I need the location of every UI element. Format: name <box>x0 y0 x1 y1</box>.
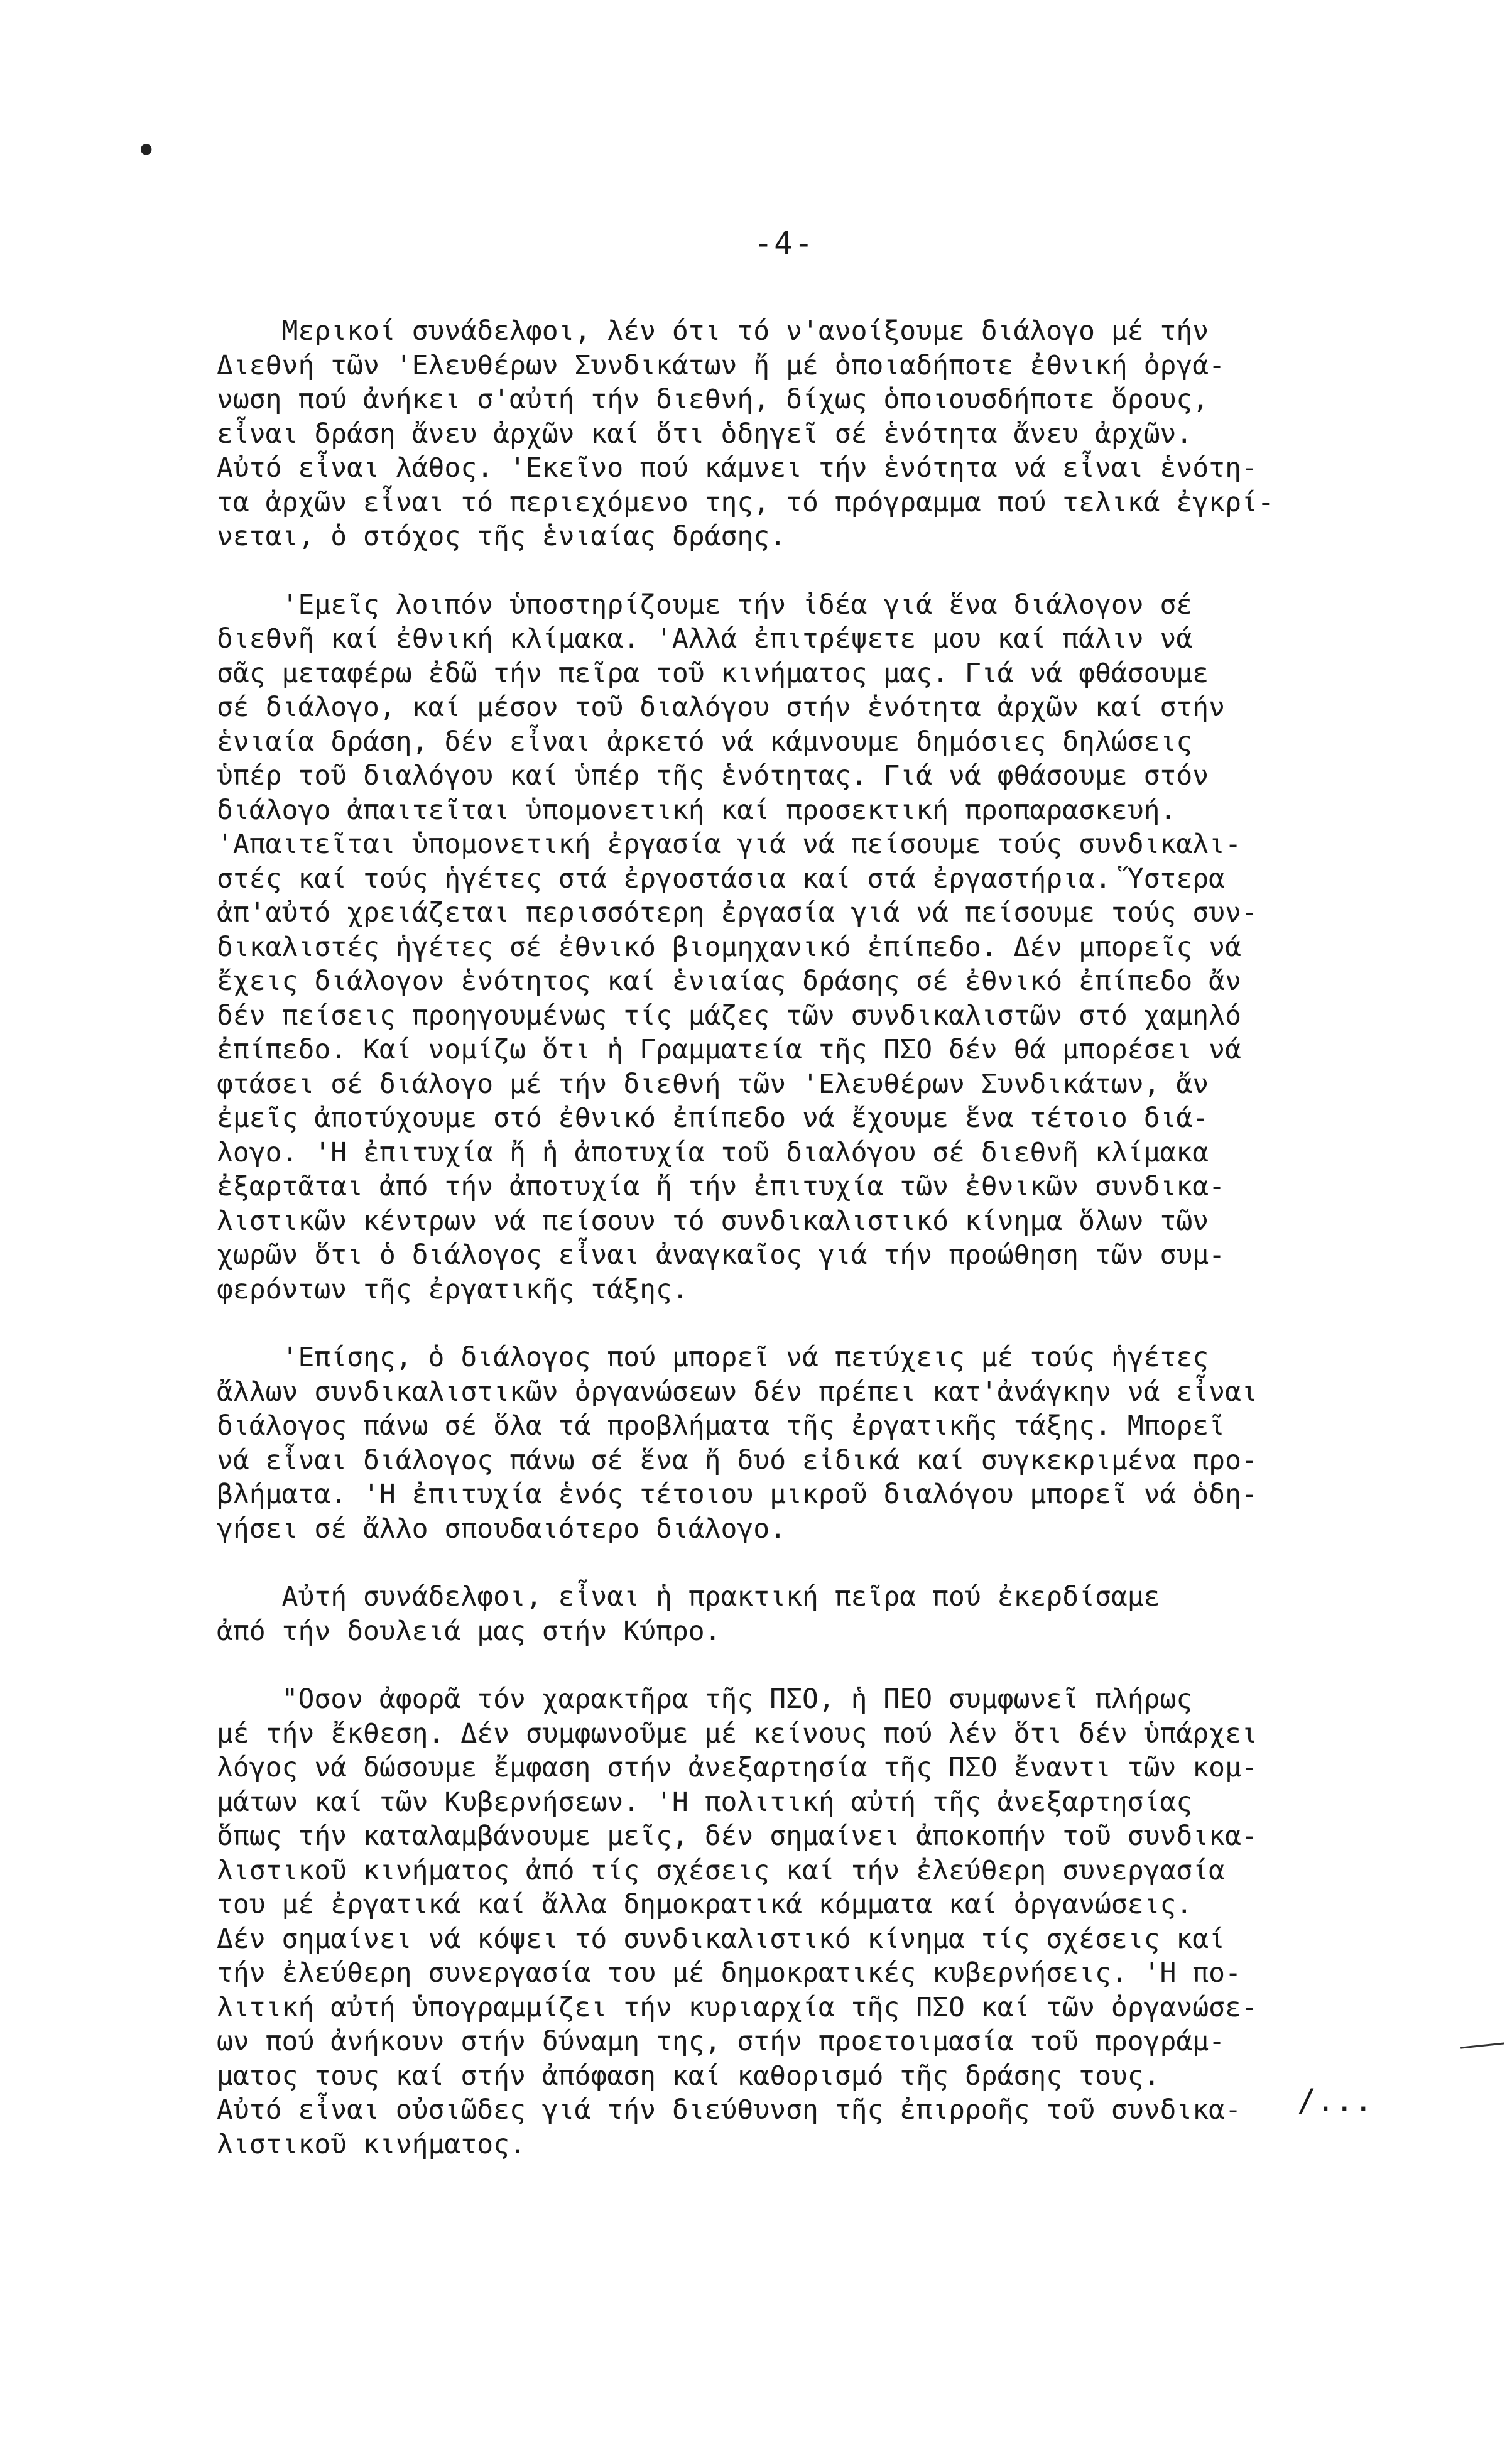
paragraph-national-international-dialogue: 'Εμεῖς λοιπόν ὑποστηρίζουμε τήν ἰδέα γιά ἕνα διάλογον σέ διεθνῆ καί ἐθνική κλίμακα. 'Αλλά ἐπιτρέψετε μου καί πάλιν νά σᾶς μεταφέρω ἐδῶ τήν πεῖρα τοῦ κινήματος μας. Γιά νά φθάσουμε σέ διάλογο, καί μέσον τοῦ διαλόγου στήν ἑνότητα ἀρχῶν καί στήν ἑνιαία δράση, δέν εἶναι ἀρκετό νά κάμνουμε δημόσιες δηλώσεις ὑπέρ τοῦ διαλόγου καί ὑπέρ τῆς ἑνότητας. Γιά νά φθάσουμε στόν διάλογο ἀπαιτεῖται ὑπομονετική καί προσεκτική προπαρασκευή. 'Απαιτεῖται ὑπομονετική ἐργασία γιά νά πείσουμε τούς συνδικαλι- στές καί τούς ἡγέτες στά ἐργοστάσια καί στά ἐργαστήρια. Ὕστερα ἀπ'αὐτό χρειάζεται περισσότερη ἐργασία γιά νά πείσουμε τούς συν- δικαλιστές ἡγέτες σέ ἐθνικό βιομηχανικό ἐπίπεδο. Δέν μπορεῖς νά ἔχεις διάλογον ἑνότητος καί ἑνιαίας δράσης σέ ἐθνικό ἐπίπεδο ἄν δέν πείσεις προηγουμένως τίς μάζες τῶν συνδικαλιστῶν στό χαμηλό ἐπίπεδο. Καί νομίζω ὅτι ἡ Γραμματεία τῆς ΠΣΟ δέν θά μπορέσει νά φτάσει σέ διάλογο μέ τήν διεθνή τῶν 'Ελευθέρων Συνδικάτων, ἄν ἐμεῖς ἀποτύχουμε στό ἐθνικό ἐπίπεδο νά ἔχουμε ἕνα τέτοιο διά- λογο. 'Η ἐπιτυχία ἤ ἡ ἀποτυχία τοῦ διαλόγου σέ διεθνῆ κλίμακα ἐξαρτᾶται ἀπό τήν ἀποτυχία ἤ τήν ἐπιτυχία τῶν ἐθνικῶν συνδικα- λιστικῶν κέντρων νά πείσουν τό συνδικαλιστικό κίνημα ὅλων τῶν χωρῶν ὅτι ὁ διάλογος εἶναι ἀναγκαῖος γιά τήν προώθηση τῶν συμ- φερόντων τῆς ἐργατικῆς τάξης. <box>217 589 1258 1305</box>
paragraph-dialogue-principles: Μερικοί συνάδελφοι, λέν ότι τό ν'ανοίξουμε διάλογο μέ τήν Διεθνή τῶν 'Ελευθέρων Συνδικάτων ἤ μέ ὁποιαδήποτε ἐθνική ὀργά- νωση πού ἀνήκει σ'αὐτή τήν διεθνή, δίχως ὁποιουσδήποτε ὅρους, εἶναι δράση ἄνευ ἀρχῶν καί ὅτι ὁδηγεῖ σέ ἑνότητα ἄνευ ἀρχῶν. Αὐτό εἶναι λάθος. 'Εκεῖνο πού κάμνει τήν ἑνότητα νά εἶναι ἑνότη- τα ἀρχῶν εἶναι τό περιεχόμενο της, τό πρόγραμμα πού τελικά ἐγκρί- νεται, ὁ στόχος τῆς ἑνιαίας δράσης. <box>217 315 1274 552</box>
margin-mark: • <box>135 129 158 173</box>
margin-dash <box>1460 2042 1504 2048</box>
paragraph-practical-experience: Αὐτή συνάδελφοι, εἶναι ἡ πρακτική πεῖρα πού ἐκερδίσαμε ἀπό τήν δουλειά μας στήν Κύπρο. <box>217 1581 1160 1647</box>
paragraph-dialogue-with-leaders: 'Επίσης, ὁ διάλογος πού μπορεῖ νά πετύχεις μέ τούς ἡγέτες ἄλλων συνδικαλιστικῶν ὀργανώσεων δέν πρέπει κατ'ἀνάγκην νά εἶναι διάλογος πάνω σέ ὅλα τά προβλήματα τῆς ἐργατικῆς τάξης. Μπορεῖ νά εἶναι διάλογος πάνω σέ ἕνα ἤ δυό εἰδικά καί συγκεκριμένα προ- βλήματα. 'Η ἐπιτυχία ἑνός τέτοιου μικροῦ διαλόγου μπορεῖ νά ὁδη- γήσει σέ ἄλλο σπουδαιότερο διάλογο. <box>217 1342 1258 1545</box>
document-body <box>217 314 1467 2195</box>
page-number: -4- <box>754 225 815 261</box>
paragraph-wftu-character: "Οσον ἀφορᾶ τόν χαρακτῆρα τῆς ΠΣΟ, ἡ ΠΕΟ συμφωνεῖ πλήρως μέ τήν ἔκθεση. Δέν συμφωνοῦμε μέ κείνους πού λέν ὅτι δέν ὑπάρχει λόγος νά δώσουμε ἔμφαση στήν ἀνεξαρτησία τῆς ΠΣΟ ἔναντι τῶν κομ- μάτων καί τῶν Κυβερνήσεων. 'Η πολιτική αὐτή τῆς ἀνεξαρτησίας ὅπως τήν καταλαμβάνουμε μεῖς, δέν σημαίνει ἀποκοπήν τοῦ συνδικα- λιστικοῦ κινήματος ἀπό τίς σχέσεις καί τήν ἐλεύθερη συνεργασία του μέ ἐργατικά καί ἄλλα δημοκρατικά κόμματα καί ὀργανώσεις. Δέν σημαίνει νά κόψει τό συνδικαλιστικό κίνημα τίς σχέσεις καί τήν ἐλεύθερη συνεργασία του μέ δημοκρατικές κυβερνήσεις. 'Η πο- λιτική αὐτή ὑπογραμμίζει τήν κυριαρχία τῆς ΠΣΟ καί τῶν ὀργανώσε- ων πού ἀνήκουν στήν δύναμη της, στήν προετοιμασία τοῦ προγράμ- ματος τους καί στήν ἀπόφαση καί καθορισμό τῆς δράσης τους. Αὐτό εἶναι οὐσιῶδες γιά τήν διεύθυνση τῆς ἐπιρροῆς τοῦ συνδικα- λιστικοῦ κινήματος. <box>217 1683 1258 2160</box>
continuation-mark: /... <box>1297 2082 1373 2119</box>
